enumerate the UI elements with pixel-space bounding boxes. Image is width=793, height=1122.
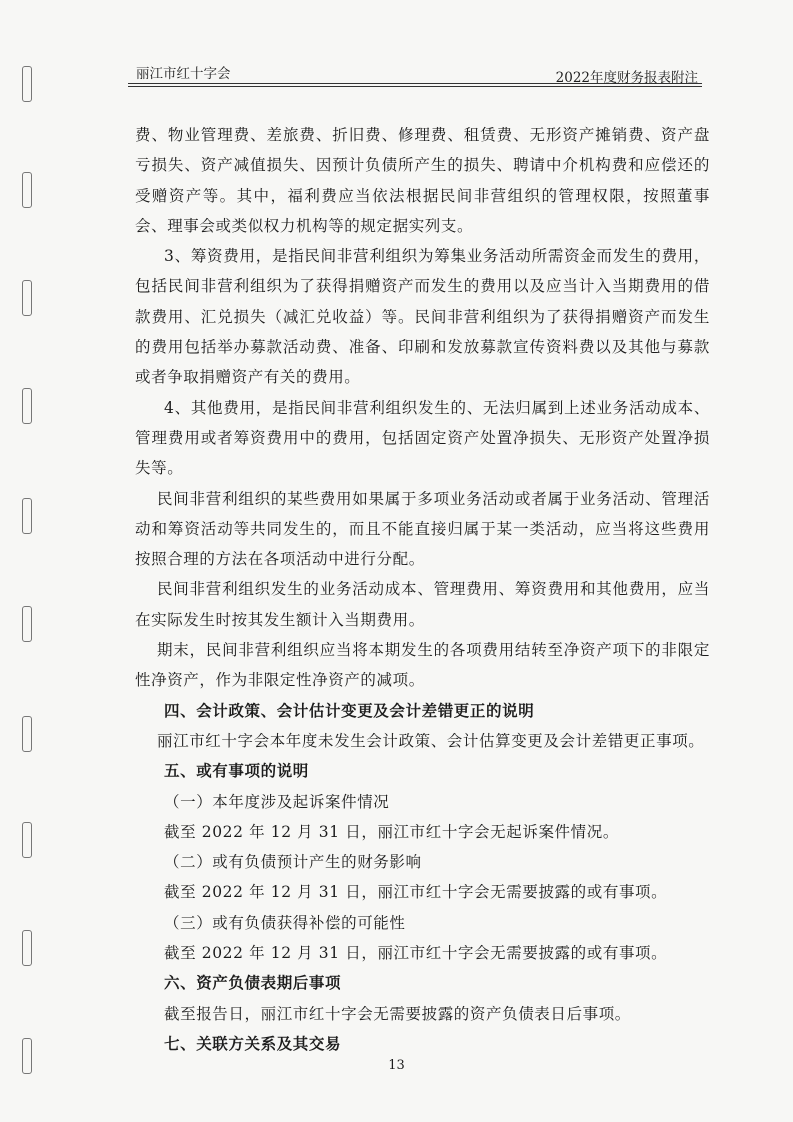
paragraph: 截至 2022 年 12 月 31 日，丽江市红十字会无需要披露的或有事项。	[164, 883, 668, 902]
binding-mark	[22, 822, 32, 858]
paragraph: 截至报告日，丽江市红十字会无需要披露的资产负债表日后事项。	[164, 1004, 631, 1023]
binding-mark	[22, 498, 32, 534]
paragraph: 期末，民间非营利组织应当将本期发生的各项费用结转至净资产项下的非限定性净资产，作为非限定性净资产的减项。	[135, 641, 710, 690]
paragraph: 费、物业管理费、差旅费、折旧费、修理费、租赁费、无形资产摊销费、资产盘亏损失、资产减值损失、因预计负债所产生的损失、聘请中介机构费和应偿还的受赠资产等。其中，福利费应当依法根据民间非营组织的管理权限，按照董事会、理事会或类似权力机构等的规定据实列支。	[135, 126, 710, 235]
page-number: 13	[388, 1058, 405, 1073]
section-heading: 七、关联方关系及其交易	[164, 1033, 342, 1053]
paragraph: 民间非营利组织发生的业务活动成本、管理费用、筹资费用和其他费用，应当在实际发生时按其发生额计入当期费用。	[135, 580, 710, 629]
paragraph: 3、筹资费用，是指民间非营利组织为筹集业务活动所需资金而发生的费用，包括民间非营利组织为了获得捐赠资产而发生的费用以及应当计入当期费用的借款费用、汇兑损失（减汇兑收益）等。民间非营利组织为了获得捐赠资产而发生的费用包括举办募款活动费、准备、印刷和发放募款宣传资料费以及其他与募款或者争取捐赠资产有关的费用。	[135, 247, 710, 387]
binding-mark	[22, 66, 32, 102]
header-rule	[128, 83, 702, 84]
paragraph: 截至 2022 年 12 月 31 日，丽江市红十字会无起诉案件情况。	[164, 822, 619, 841]
page-header	[128, 48, 702, 86]
binding-mark	[22, 172, 32, 208]
subsection-title: （一）本年度涉及起诉案件情况	[164, 792, 390, 811]
binding-mark	[22, 606, 32, 642]
paragraph: 4、其他费用，是指民间非营利组织发生的、无法归属到上述业务活动成本、管理费用或者筹资费用中的费用，包括固定资产处置净损失、无形资产处置净损失等。	[135, 398, 710, 478]
paragraph: 民间非营利组织的某些费用如果属于多项业务活动或者属于业务活动、管理活动和筹资活动等共同发生的，而且不能直接归属于某一类活动，应当将这些费用按照合理的方法在各项活动中进行分配。	[135, 489, 710, 569]
header-doc-title: 2022年度财务报表附注	[555, 70, 698, 86]
binding-mark	[22, 716, 32, 752]
paragraph: 丽江市红十字会本年度未发生会计政策、会计估算变更及会计差错更正事项。	[157, 731, 705, 750]
binding-mark	[22, 388, 32, 424]
body-text	[135, 120, 710, 1059]
header-rule	[128, 86, 702, 87]
section-heading: 五、或有事项的说明	[164, 761, 309, 781]
paragraph: 截至 2022 年 12 月 31 日，丽江市红十字会无需要披露的或有事项。	[164, 944, 668, 963]
section-heading: 四、会计政策、会计估计变更及会计差错更正的说明	[164, 700, 535, 720]
binding-mark	[22, 280, 32, 316]
header-org-name: 丽江市红十字会	[136, 66, 231, 82]
binding-mark	[22, 930, 32, 966]
section-heading: 六、资产负债表期后事项	[164, 973, 342, 993]
subsection-title: （三）或有负债获得补偿的可能性	[164, 913, 406, 932]
subsection-title: （二）或有负债预计产生的财务影响	[164, 853, 422, 872]
